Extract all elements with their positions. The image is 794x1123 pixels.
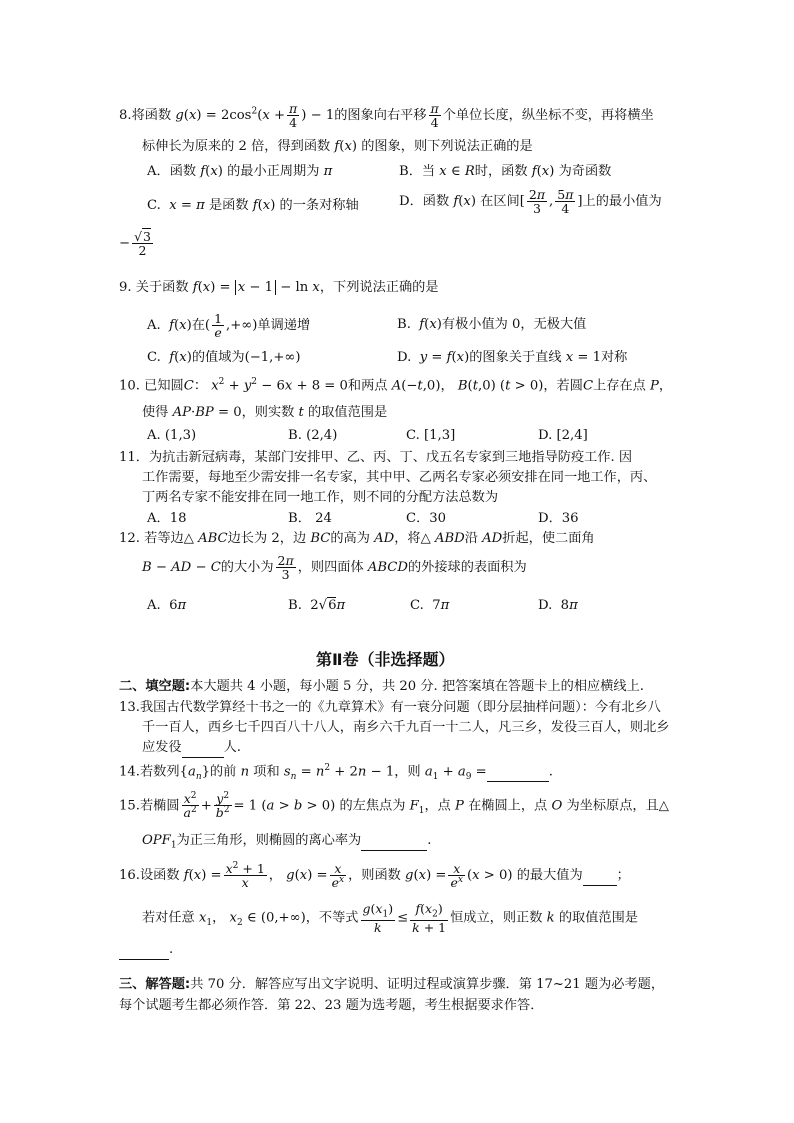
q13-line2: 千一百人，西乡七千四百八十八人，南乡六千九百一十二人，凡三乡，发役三百人，则北乡	[142, 720, 670, 735]
q13-line3-end: 人.	[223, 740, 241, 755]
q8-option-c: C. x = π 是函数 f(x) 的一条对称轴	[147, 198, 359, 213]
q10-option-a: A. (1,3)	[147, 428, 197, 443]
q15-line1: 15.若椭圆 $\frac{x^2}{a^2}$ + $\frac{y^2}{b^2}$ = 1 (a > b > 0) 的左焦点为 $F_1$，点 P 在椭圆上，点 O 为坐标原点，且△	[119, 791, 669, 821]
q11-line3: 丁两名专家不能安排在同一地工作，则不同的分配方法总数为	[142, 490, 499, 505]
q15-answer-blank[interactable]	[361, 833, 427, 851]
q12-option-b: B. 2√6π	[288, 598, 346, 613]
section2-text: 本大题共 4 小题，每小题 5 分，共 20 分. 把答案填在答题卡上的相应横线上.	[190, 679, 644, 694]
q11-option-a: A．18	[147, 511, 187, 526]
q11-line1: 11．为抗击新冠病毒，某部门安排甲、乙、丙、丁、戊五名专家到三地指导防疫工作. 因	[119, 450, 633, 465]
q16-line1: 16.设函数 f(x) = $\frac{x^2 + 1}{x}$ ， g(x) = $\frac{x}{e^x}$ ，则函数 g(x) = $\frac{x}{e^x}$ (x > 0) 的最大值为 ；	[119, 861, 630, 891]
section3-heading: 三、解答题:	[119, 977, 191, 992]
q8-line2: 标伸长为原来的 2 倍，得到函数 f(x) 的图象，则下列说法正确的是	[142, 139, 533, 154]
q8-option-a: A．函数 f(x) 的最小正周期为 π	[147, 164, 333, 179]
q10-option-d: D. [2,4]	[538, 428, 588, 443]
q8-option-d-cont: − $\frac{√3}{2}$	[119, 229, 151, 259]
q11-option-b: B． 24	[288, 511, 332, 526]
q16-answer-blank-1[interactable]	[583, 868, 617, 886]
q16-line2: 若对任意 $x_1$， $x_2$ ∈ (0,+∞)，不等式 $\frac{g(x_1)}{k}$ ≤ $\frac{f(x_2)}{k + 1}$ 恒成立，则正数 k 的取值范围是	[142, 901, 638, 935]
q9-option-d: D. y = f(x)的图象关于直线 x = 1对称	[397, 350, 628, 365]
q9-option-a: A. f(x)在( $\frac{1}{e}$ ,+∞)单调递增	[147, 311, 311, 341]
section3-line2: 每个试题考生都必须作答．第 22、23 题为选考题，考生根据要求作答．	[119, 998, 544, 1013]
q13-line3-text: 应发役	[142, 740, 182, 755]
section2-instructions	[119, 679, 644, 696]
q9-stem: 9. 关于函数 f(x) = x − 1 − ln x，下列说法正确的是	[119, 280, 439, 295]
part2-title: 第Ⅱ卷（非选择题）	[316, 650, 455, 669]
q9-option-b: B. f(x)有极小值为 0，无极大值	[397, 317, 587, 332]
q14-line: 14.若数列$\{a_n\}$的前 n 项和 $s_n = n^2 + 2n - 1$，则 $a_1 + a_9$ = .	[119, 763, 553, 783]
q13-line3	[142, 740, 241, 758]
q10-line2: 使得 AP·BP = 0，则实数 t 的取值范围是	[142, 405, 388, 420]
q16-answer-blank-2[interactable]	[119, 942, 169, 960]
q16-line3: .	[119, 942, 173, 960]
q11-option-c: C．30	[406, 511, 447, 526]
q15-line2: $OPF_1$为正三角形，则椭圆的离心率为 .	[142, 833, 432, 851]
section3-line1-text: 共 70 分．解答应写出文字说明、证明过程或演算步骤．第 17~21 题为必考题，	[190, 977, 665, 992]
q12-option-d: D. 8π	[538, 598, 578, 613]
q10-option-b: B. (2,4)	[288, 428, 338, 443]
q13-answer-blank[interactable]	[182, 740, 224, 758]
q8-line1: 8.将函数 $g(x) = 2\cos^2(x$ + $\frac{\pi}{4}$ ) − 1的图象向右平移 $\frac{\pi}{4}$ 个单位长度，纵坐标不变，再将横坐	[119, 101, 654, 131]
q10-line1: 10. 已知圆C： $x^2 + y^2 - 6x + 8 = 0$和两点 A(−t,0)， B(t,0) (t > 0)，若圆C上存在点 P，	[119, 377, 673, 394]
q8-option-b: B．当 x ∈ R时，函数 f(x) 为奇函数	[399, 164, 612, 179]
q12-option-c: C. 7π	[410, 598, 450, 613]
q11-option-d: D．36	[538, 511, 579, 526]
q12-line1: 12. 若等边△ ABC边长为 2，边 BC的高为 AD，将△ ABD沿 AD折起，使二面角	[119, 531, 595, 546]
q8-option-d: D．函数 f(x) 在区间[ $\frac{2\pi}{3}$ , $\frac{5\pi}{4}$ ]上的最小值为	[399, 187, 662, 217]
q12-line2: B − AD − C的大小为 $\frac{2\pi}{3}$ ，则四面体 ABCD的外接球的表面积为	[142, 553, 527, 583]
q13-line1: 13.我国古代数学算经十书之一的《九章算术》有一衰分问题（即分层抽样问题）：今有北乡八	[119, 700, 661, 715]
q11-line2: 工作需要，每地至少需安排一名专家，其中甲、乙两名专家必须安排在同一地工作，丙、	[142, 470, 657, 485]
q9-option-c: C. f(x)的值域为(−1,+∞)	[147, 350, 301, 365]
q10-option-c: C. [1,3]	[406, 428, 456, 443]
section2-heading: 二、填空题:	[119, 679, 191, 694]
q12-option-a: A. 6π	[147, 598, 187, 613]
q14-answer-blank[interactable]	[487, 764, 549, 782]
section3-line1	[119, 977, 664, 994]
